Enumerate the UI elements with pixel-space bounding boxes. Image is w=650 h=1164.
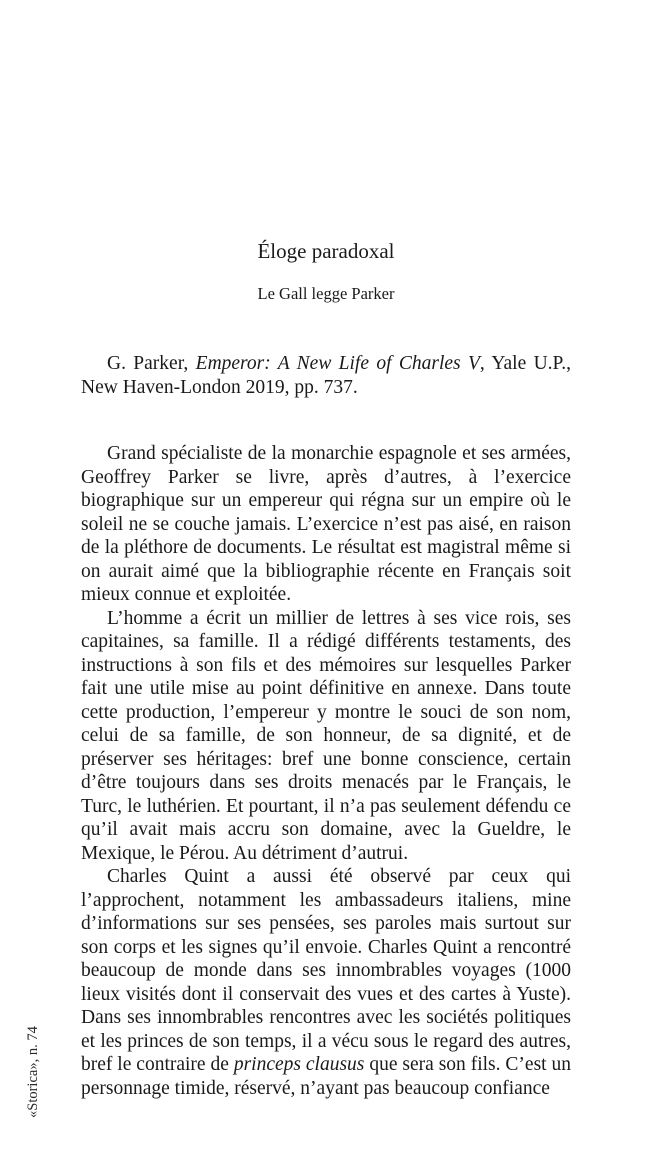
journal-margin-note: «Storica», n. 74 — [25, 1026, 41, 1118]
reference-details: , Yale U.P., New Haven-London 2019, pp. 737. — [81, 353, 571, 398]
article-body — [81, 442, 571, 1100]
paragraph-3-text-b: que sera son fils. C’est un personnage timide, réservé, n’ayant pas beaucoup confiance — [81, 1054, 571, 1099]
paragraph-1: Grand spécialiste de la monarchie espagnole et ses armées, Geoffrey Parker se livre, après d’autres, à l’exercice biographique sur un empereur qui régna sur un empire où le soleil ne se couche jamais. L’exercice n’est pas aisé, en raison de la pléthore de documents. Le résultat est magistral même si on aurait aimé que la bibliographie récente en Français soit mieux connue et exploitée. — [81, 443, 571, 605]
book-reference — [81, 352, 571, 400]
reference-author: G. Parker, — [107, 353, 196, 374]
paragraph-3-italic: princeps clausus — [233, 1054, 365, 1075]
paragraph-3-text-a: Charles Quint a aussi été observé par ceux qui l’approchent, notamment les ambassadeurs italiens, mine d’informations sur ses pensées, ses paroles mais surtout sur son corps et les signes qu’il envoie. Charles Quint a rencontré beaucoup de monde dans ses innombrables voyages (1000 lieux visités dont il conservait des vues et des cartes à Yuste). Dans ses innombrables rencontres avec les sociétés politiques et les princes de son temps, il a vécu sous le regard des autres, bref le contraire de — [81, 866, 571, 1075]
article-title: Éloge paradoxal — [257, 239, 395, 263]
paragraph-2: L’homme a écrit un millier de lettres à ses vice rois, ses capitaines, sa famille. Il a rédigé différents testaments, des instructions à son fils et des mémoires sur lesquelles Parker fait une utile mise au point définitive en annexe. Dans toute cette production, l’empereur y montre le souci de son nom, celui de sa famille, de son honneur, de sa dignité, et de préserver ses héritages: bref une bonne conscience, certain d’être toujours dans ses droits menacés par le Français, le Turc, le luthérien. Et pourtant, il n’a pas seulement défendu ce qu’il avait mais accru son domaine, avec la Gueldre, le Mexique, le Pérou. Au détriment d’autrui. — [81, 607, 571, 864]
reference-book-title: Emperor: A New Life of Charles V — [195, 353, 480, 374]
paragraph-3 — [81, 865, 571, 1100]
article-subtitle: Le Gall legge Parker — [257, 284, 395, 303]
